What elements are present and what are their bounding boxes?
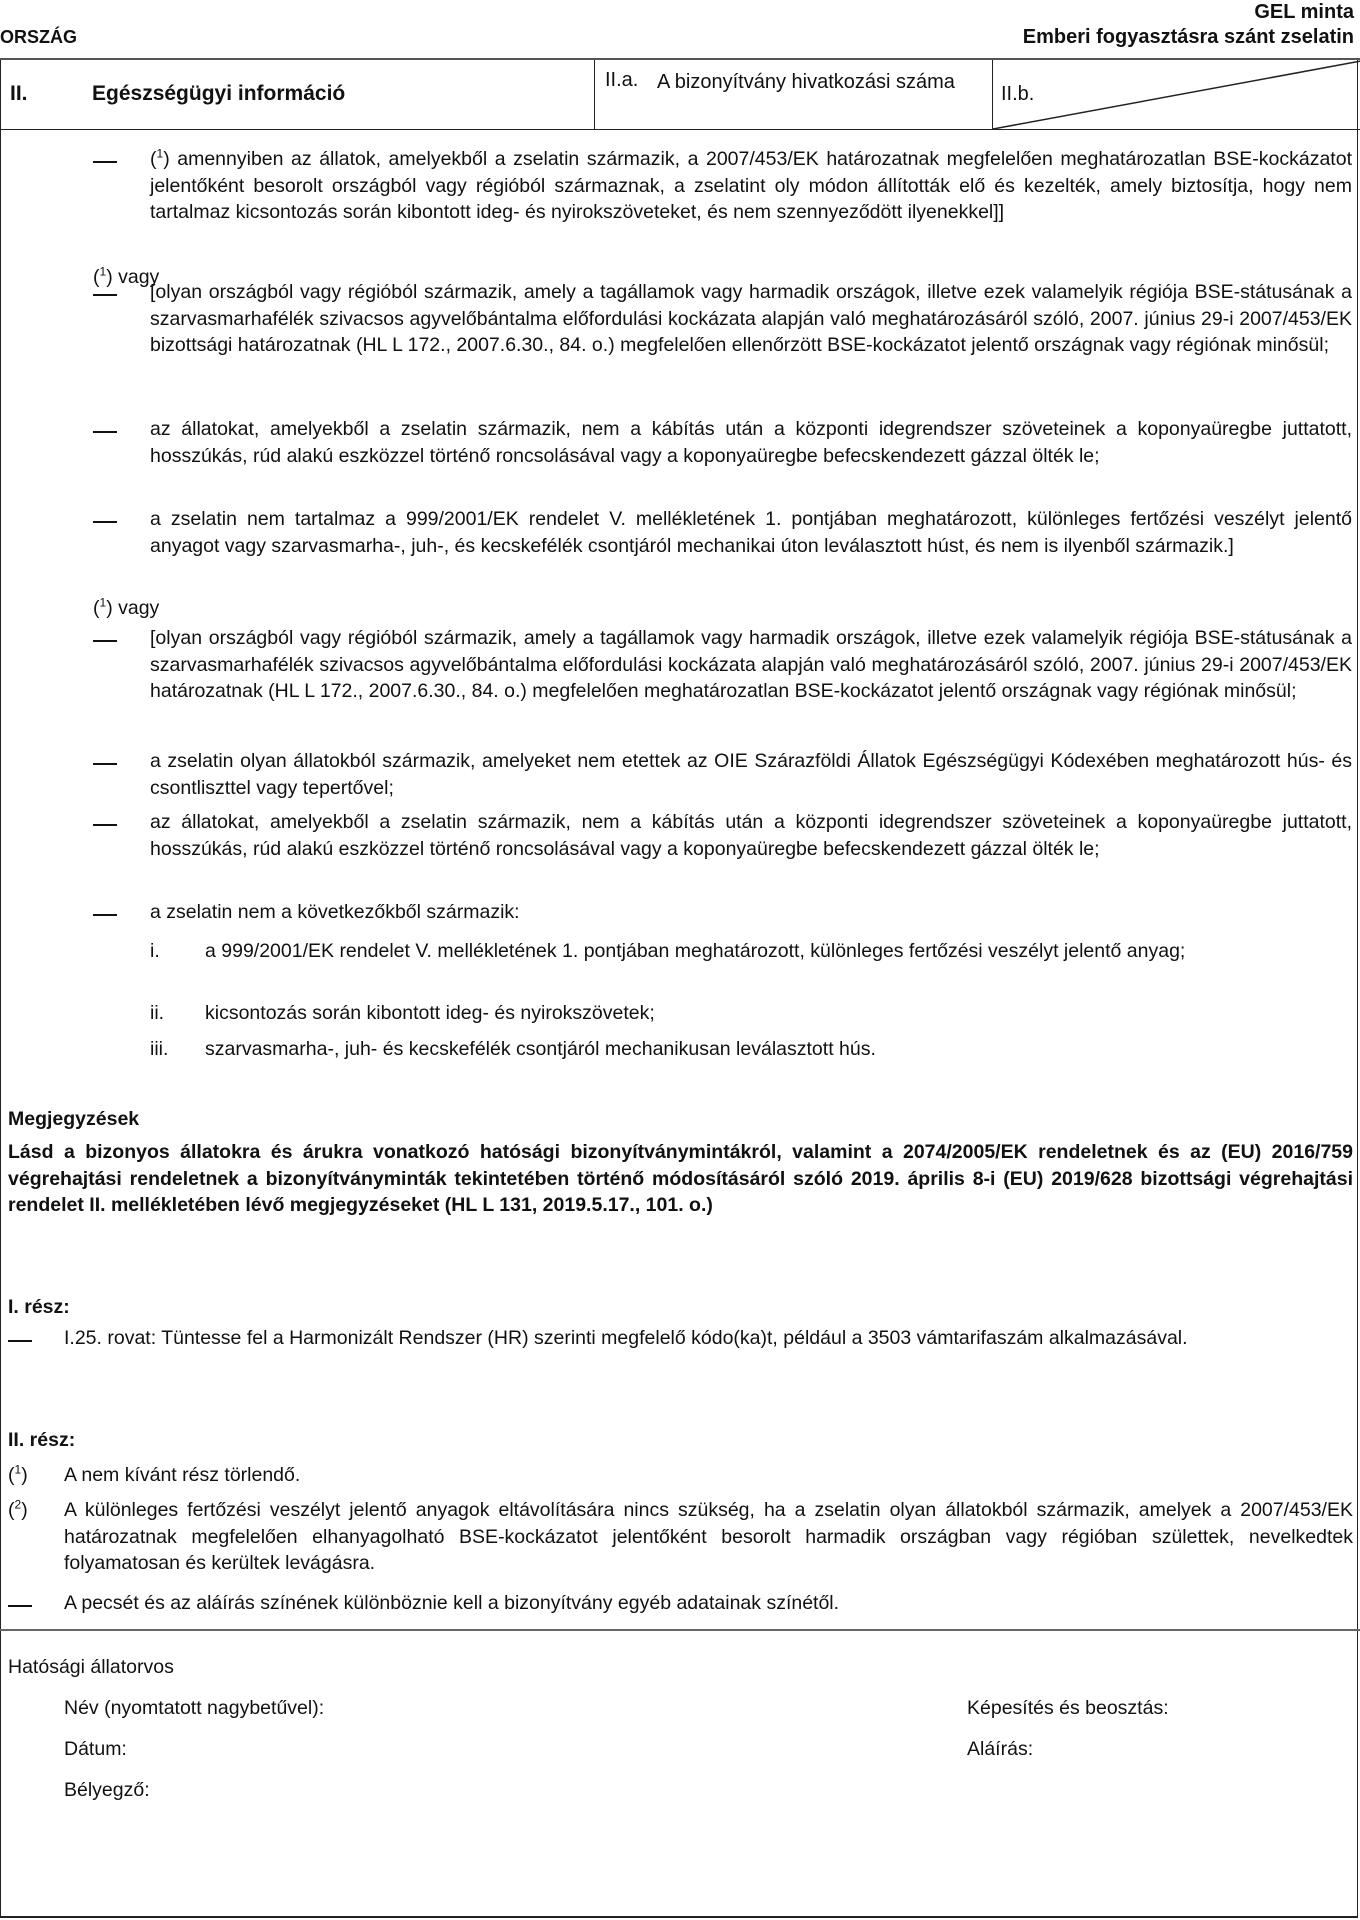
iib-label: II.b. <box>1001 83 1035 105</box>
notes-title: Megjegyzések <box>8 1108 140 1130</box>
dash-bullet-icon <box>8 1605 32 1607</box>
dash-bullet-icon <box>93 824 117 826</box>
dash-bullet-icon <box>93 161 117 163</box>
group-b-item-1: [olyan országból vagy régióból származik, amely a tagállamok vagy harmadik országok, illetve ezek valamelyik régiója BSE-státusának a szarvasmarhafélék szivacsos agyvelőbántalma előfordulási kockázata alapján való meghatározásáról szóló, 2007. június 29-i 2007/453/EK határozatnak (HL L 172., 2007.6.30., 84. o.) megfelelően meghatározatlan BSE-kockázatot jelentő országnak vagy régiónak minősül; <box>150 627 1352 702</box>
group-b-item-3: az állatokat, amelyekből a zselatin származik, nem a kábítás után a központi idegrendszer szöveteinek a koponyaüregbe juttatott, hosszúkás, rúd alakú eszközzel történő roncsolásával vagy a koponyaüregbe befecskendezett gázzal ölték le; <box>150 811 1352 860</box>
group-a-item-1: [olyan országból vagy régióból származik, amely a tagállamok vagy harmadik országok, illetve ezek valamelyik régiója BSE-státusának a szarvasmarhafélék szivacsos agyvelőbántalma előfordulási kockázata alapján való meghatározásáról szóló, 2007. június 29-i 2007/453/EK bizottsági határozatnak (HL L 172., 2007.6.30., 84. o.) megfelelően ellenőrzött BSE-kockázatot jelentő országnak vagy régiónak minősül; <box>150 281 1352 356</box>
stamp-field-label[interactable]: Bélyegző: <box>64 1779 150 1801</box>
dash-bullet-icon <box>93 914 117 916</box>
dash-bullet-icon <box>93 294 117 296</box>
dash-bullet-icon <box>93 521 117 523</box>
diagonal-strike-icon <box>993 60 1360 130</box>
sublist-item: szarvasmarha-, juh- és kecskefélék csontjáról mechanikusan leválasztott hús. <box>205 1038 876 1060</box>
date-field-label[interactable]: Dátum: <box>64 1738 127 1760</box>
footnote-marker: ($^1$) <box>8 1462 28 1486</box>
footnote-marker: ($^2$) <box>8 1497 28 1521</box>
sublist-number: iii. <box>150 1038 169 1060</box>
signature-divider <box>0 1629 1360 1631</box>
sublist-number: i. <box>150 940 160 962</box>
group-a-item-3: a zselatin nem tartalmaz a 999/2001/EK rendelet V. mellékletének 1. pontjában meghatározott, különleges fertőzési veszélyt jelentő anyagot vagy szarvasmarha-, juh-, és kecskefélék csontjáról mechanikai úton leválasztott húst, és nem is ilyenből származik.] <box>150 508 1352 557</box>
part2-title: II. rész: <box>8 1429 76 1451</box>
sublist-number: ii. <box>150 1002 165 1024</box>
group-b-item-2: a zselatin olyan állatokból származik, amelyeket nem etettek az OIE Szárazföldi Állatok Egészségügyi Kódexében meghatározott hús- és csontliszttel vagy tepertővel; <box>150 750 1352 799</box>
country-label: ORSZÁG <box>0 27 78 47</box>
reference-number-cell[interactable] <box>594 60 994 129</box>
attestation-item-top: ($^1$) amennyiben az állatok, amelyekből a zselatin származik, a 2007/453/EK határozatnak megfelelően meghatározatlan BSE-kockázatot jelentőként besorolt országból vagy régióból származnak, a zselatint oly módon állították elő és kezelték, amely biztosítja, hogy nem tartalmaz kicsontozás során kibontott ideg- és nyirokszöveteket, és nem szennyeződött ilyenekkel]] <box>150 146 1352 223</box>
sublist-item: a 999/2001/EK rendelet V. mellékletének 1. pontjában meghatározott, különleges fertőzési veszélyt jelentő anyag; <box>205 940 1186 962</box>
signature-field-label[interactable]: Aláírás: <box>967 1738 1034 1760</box>
model-code: GEL minta <box>1254 1 1354 23</box>
iib-cell[interactable] <box>992 60 1360 129</box>
group-a-item-2: az állatokat, amelyekből a zselatin származik, nem a kábítás után a központi idegrendszer szöveteinek a koponyaüregbe juttatott, hosszúkás, rúd alakú eszközzel történő roncsolásával vagy a koponyaüregbe befecskendezett gázzal ölték le; <box>150 418 1352 467</box>
dash-bullet-icon <box>93 431 117 433</box>
reference-number-label: II.a. <box>605 69 639 91</box>
section-title: Egészségügyi információ <box>92 82 346 105</box>
footnote-1: A nem kívánt rész törlendő. <box>64 1464 301 1486</box>
section-header-row <box>0 58 1360 130</box>
dash-bullet-icon <box>93 763 117 765</box>
dash-bullet-icon <box>93 640 117 642</box>
reference-number-text: A bizonyítvány hivatkozási száma <box>657 71 955 93</box>
name-field-label[interactable]: Név (nyomtatott nagybetűvel): <box>64 1697 325 1719</box>
part1-item: I.25. rovat: Tüntesse fel a Harmonizált Rendszer (HR) szerinti megfelelő kódo(ka)t, például a 3503 vámtarifaszám alkalmazásával. <box>64 1327 1188 1349</box>
model-title: Emberi fogyasztásra szánt zselatin <box>1022 26 1354 48</box>
group-b-item-4: a zselatin nem a következőkből származik: <box>150 901 520 923</box>
dash-bullet-icon <box>8 1340 32 1342</box>
model-heading <box>1023 0 1354 50</box>
official-veterinarian-title: Hatósági állatorvos <box>8 1656 174 1678</box>
part1-title: I. rész: <box>8 1296 70 1318</box>
footnote-2: A különleges fertőzési veszélyt jelentő anyagok eltávolítására nincs szükség, ha a zselatin olyan állatokból származik, amelyek a 2007/453/EK határozatnak megfelelően elhanyagolható BSE-kockázatot jelentőként besorolt harmadik országban vagy régióban születtek, nevelkedtek folyamatosan és kerültek levágásra. <box>64 1499 1353 1574</box>
or-alternative-1: ($^1$) vagy <box>93 264 160 288</box>
sublist-item: kicsontozás során kibontott ideg- és nyirokszövetek; <box>205 1002 655 1024</box>
notes-intro: Lásd a bizonyos állatokra és árukra vonatkozó hatósági bizonyítványmintákról, valamint a 2074/2005/EK rendeletnek és az (EU) 2016/759 végrehajtási rendeletnek a bizonyítványminták tekintetében történő módosításáról szóló 2019. április 8-i (EU) 2019/628 bizottsági végrehajtási rendelet II. mellékletében lévő megjegyzéseket (HL L 131, 2019.5.17., 101. o.) <box>8 1141 1353 1216</box>
stamp-color-note: A pecsét és az aláírás színének különböznie kell a bizonyítvány egyéb adatainak színétől. <box>64 1592 840 1614</box>
or-alternative-2: ($^1$) vagy <box>93 595 160 619</box>
section-number: II. <box>10 82 28 105</box>
qualification-field-label[interactable]: Képesítés és beosztás: <box>967 1697 1169 1719</box>
